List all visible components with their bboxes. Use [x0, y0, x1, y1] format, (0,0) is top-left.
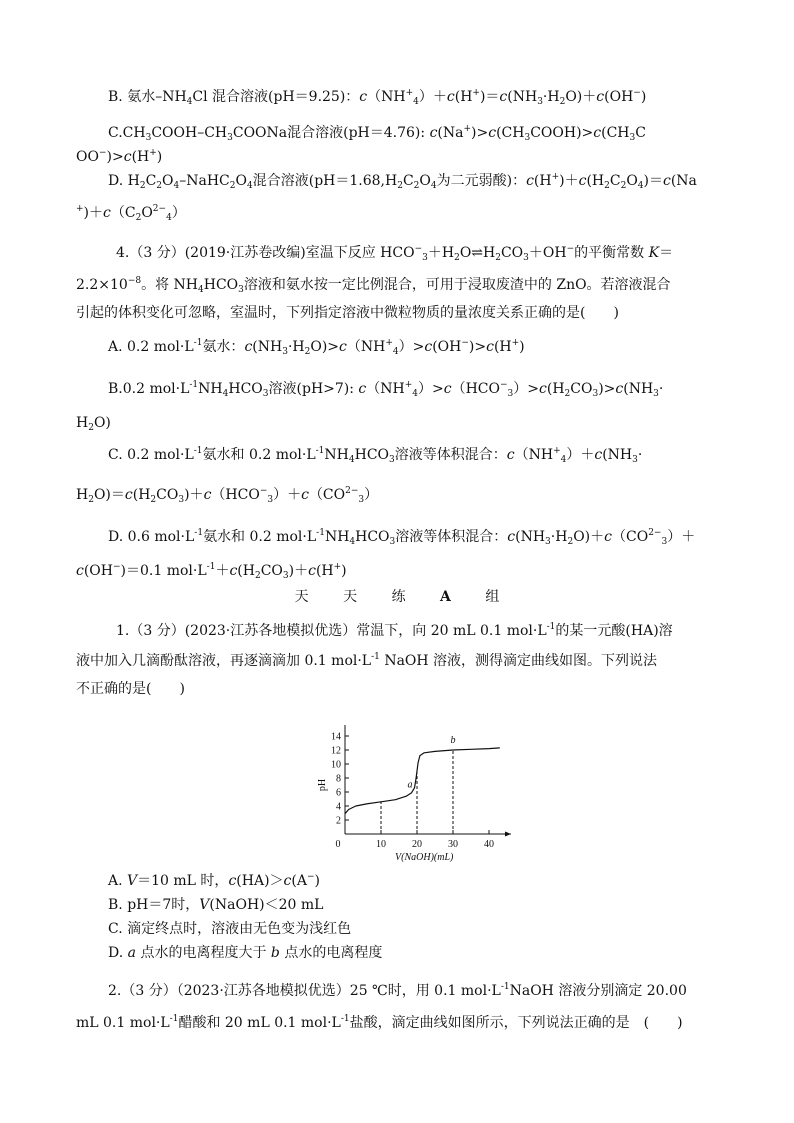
- heading-char-3: 练: [391, 589, 406, 605]
- x-tick-label: 20: [412, 839, 422, 850]
- heading-char-4: A: [440, 589, 451, 605]
- x-axis-arrow: [505, 832, 511, 837]
- y-tick-label: 10: [331, 759, 341, 771]
- point-label-a: a: [407, 779, 413, 791]
- x-tick-label: 10: [376, 839, 386, 850]
- x-tick-label: 0: [335, 839, 341, 850]
- q1-stem-line2: 液中加入几滴酚酞溶液，再逐滴滴加 0.1 $mol\cdot L^{-1}$ NaOH 溶液，测得滴定曲线如图。下列说法: [76, 652, 658, 669]
- q3-option-b: B. 氨水$-NH_4Cl$ 混合溶液(pH＝9.25)：$c(NH^+_4)+c(H^+)=c(NH_3\cdot H_2O)+c(OH^-)$: [108, 88, 647, 107]
- q4-option-c-line1: C. 0.2 $mol\cdot L^{-1}$氨水和 0.2 $mol\cdot L^{-1}NH_4HCO_3$溶液等体积混合：$c(NH^+_4)+c(NH_3\cdot$: [108, 446, 643, 465]
- q3-option-c-line2: OO−)>c(H+): [76, 148, 163, 165]
- q4-option-c-line2: $H_2O)=c(H_2CO_3)+c(HCO^-_3)+c(CO^{2-}_3)$: [76, 486, 379, 505]
- q1-stem-line3: 不正确的是( ): [76, 681, 185, 697]
- q3-option-c-line1: $C.CH_3COOH-CH_3COONa$混合溶液(pH＝4.76): $c(Na^+)>c(CH_3COOH)>c(CH_3C$: [108, 124, 646, 143]
- q3-option-d-line1: D. $H_2C_2O_4-NaHC_2O_4$混合溶液($pH=1.68,H_2C_2O_4$为二元弱酸)：$c(H^+)+c(H_2C_2O_4)=c(Na$: [108, 172, 697, 191]
- heading-char-2: 天: [343, 589, 358, 605]
- q1-stem-line1: 1.（3 分）(2023·江苏各地模拟优选）常温下，向 20 mL 0.1 $mol\cdot L^{-1}$的某一元酸(HA)溶: [116, 622, 673, 639]
- q4-option-d-line2: c(OH−)＝0.1 $mol\cdot L^{-1}+c(H_2CO_3)+c(H^+)$: [76, 562, 347, 581]
- q4-stem-line1: 4.（3 分）(2019·江苏卷改编)室温下反应 $HCO^-_3+H_2O\rightleftharpoons H_2CO_3+OH^-$的平衡常数 K＝: [116, 244, 674, 263]
- q4-option-a: A. 0.2 $mol\cdot L^{-1}$氨水：$c(NH_3\cdot H_2O)>c(NH^+_4)>c(OH^-)>c(H^+)$: [108, 338, 525, 357]
- y-tick-label: 2: [336, 815, 341, 827]
- heading-char-1: 天: [294, 589, 309, 605]
- q4-stem-line2: $2.2\times 10^{-8}$。将 $NH_4HCO_3$溶液和氨水按一定比例混合，可用于浸取废渣中的 ZnO。若溶液混合: [76, 276, 671, 295]
- q1-option-a: A. V＝10 mL 时，c(HA)＞c(A−): [108, 872, 320, 889]
- y-tick-label: 14: [331, 731, 341, 743]
- y-tick-label: 4: [336, 801, 341, 813]
- y-tick-label: 12: [331, 745, 341, 757]
- q4-stem-line3: 引起的体积变化可忽略，室温时，下列指定溶液中微粒物质的量浓度关系正确的是( ): [76, 305, 619, 321]
- titration-curve-chart: [300, 712, 530, 862]
- q1-option-d: D. a 点水的电离程度大于 b 点水的电离程度: [108, 945, 383, 961]
- q2-stem-line2: mL 0.1 $mol\cdot L^{-1}$醋酸和 20 mL 0.1 $mol\cdot L^{-1}$盐酸，滴定曲线如图所示，下列说法正确的是 ( ): [76, 1014, 683, 1031]
- point-label-b: b: [450, 735, 456, 746]
- q3-option-d-line2: $^+)+c(C_2O^{2-}_4)$: [76, 204, 186, 223]
- x-axis-label: V(NaOH)(mL): [395, 852, 454, 862]
- x-tick-label: 30: [448, 839, 458, 850]
- q1-option-b: B. pH＝7时，V(NaOH)＜20 mL: [108, 897, 324, 913]
- y-tick-label: 6: [336, 787, 341, 799]
- x-tick-label: 40: [484, 839, 494, 850]
- y-tick-label: 8: [336, 773, 341, 785]
- q1-option-c: C. 滴定终点时，溶液由无色变为浅红色: [108, 921, 352, 937]
- q4-option-d-line1: D. 0.6 $mol\cdot L^{-1}$氨水和 0.2 $mol\cdot L^{-1}NH_4HCO_3$溶液等体积混合：$c(NH_3\cdot H_2O)+c(CO^{2-}_3)+$: [108, 528, 696, 547]
- titration-curve: [345, 748, 500, 814]
- q4-option-b-line2: $H_2O$): [76, 415, 111, 433]
- q2-stem-line1: 2.（3 分）（2023·江苏各地模拟优选）25 ℃时，用 0.1 $mol\cdot L^{-1}NaOH$ 溶液分别滴定 20.00: [108, 982, 687, 999]
- y-axis-label: pH: [317, 778, 328, 792]
- section-heading: [0, 588, 794, 606]
- q4-option-b-line1: B.0.2 $mol\cdot L^{-1}NH_4HCO_3$溶液(pH>7): $c(NH^+_4)>c(HCO^-_3)>c(H_2CO_3)>c(NH_3\cdot$: [108, 380, 664, 399]
- heading-char-5: 组: [485, 589, 500, 605]
